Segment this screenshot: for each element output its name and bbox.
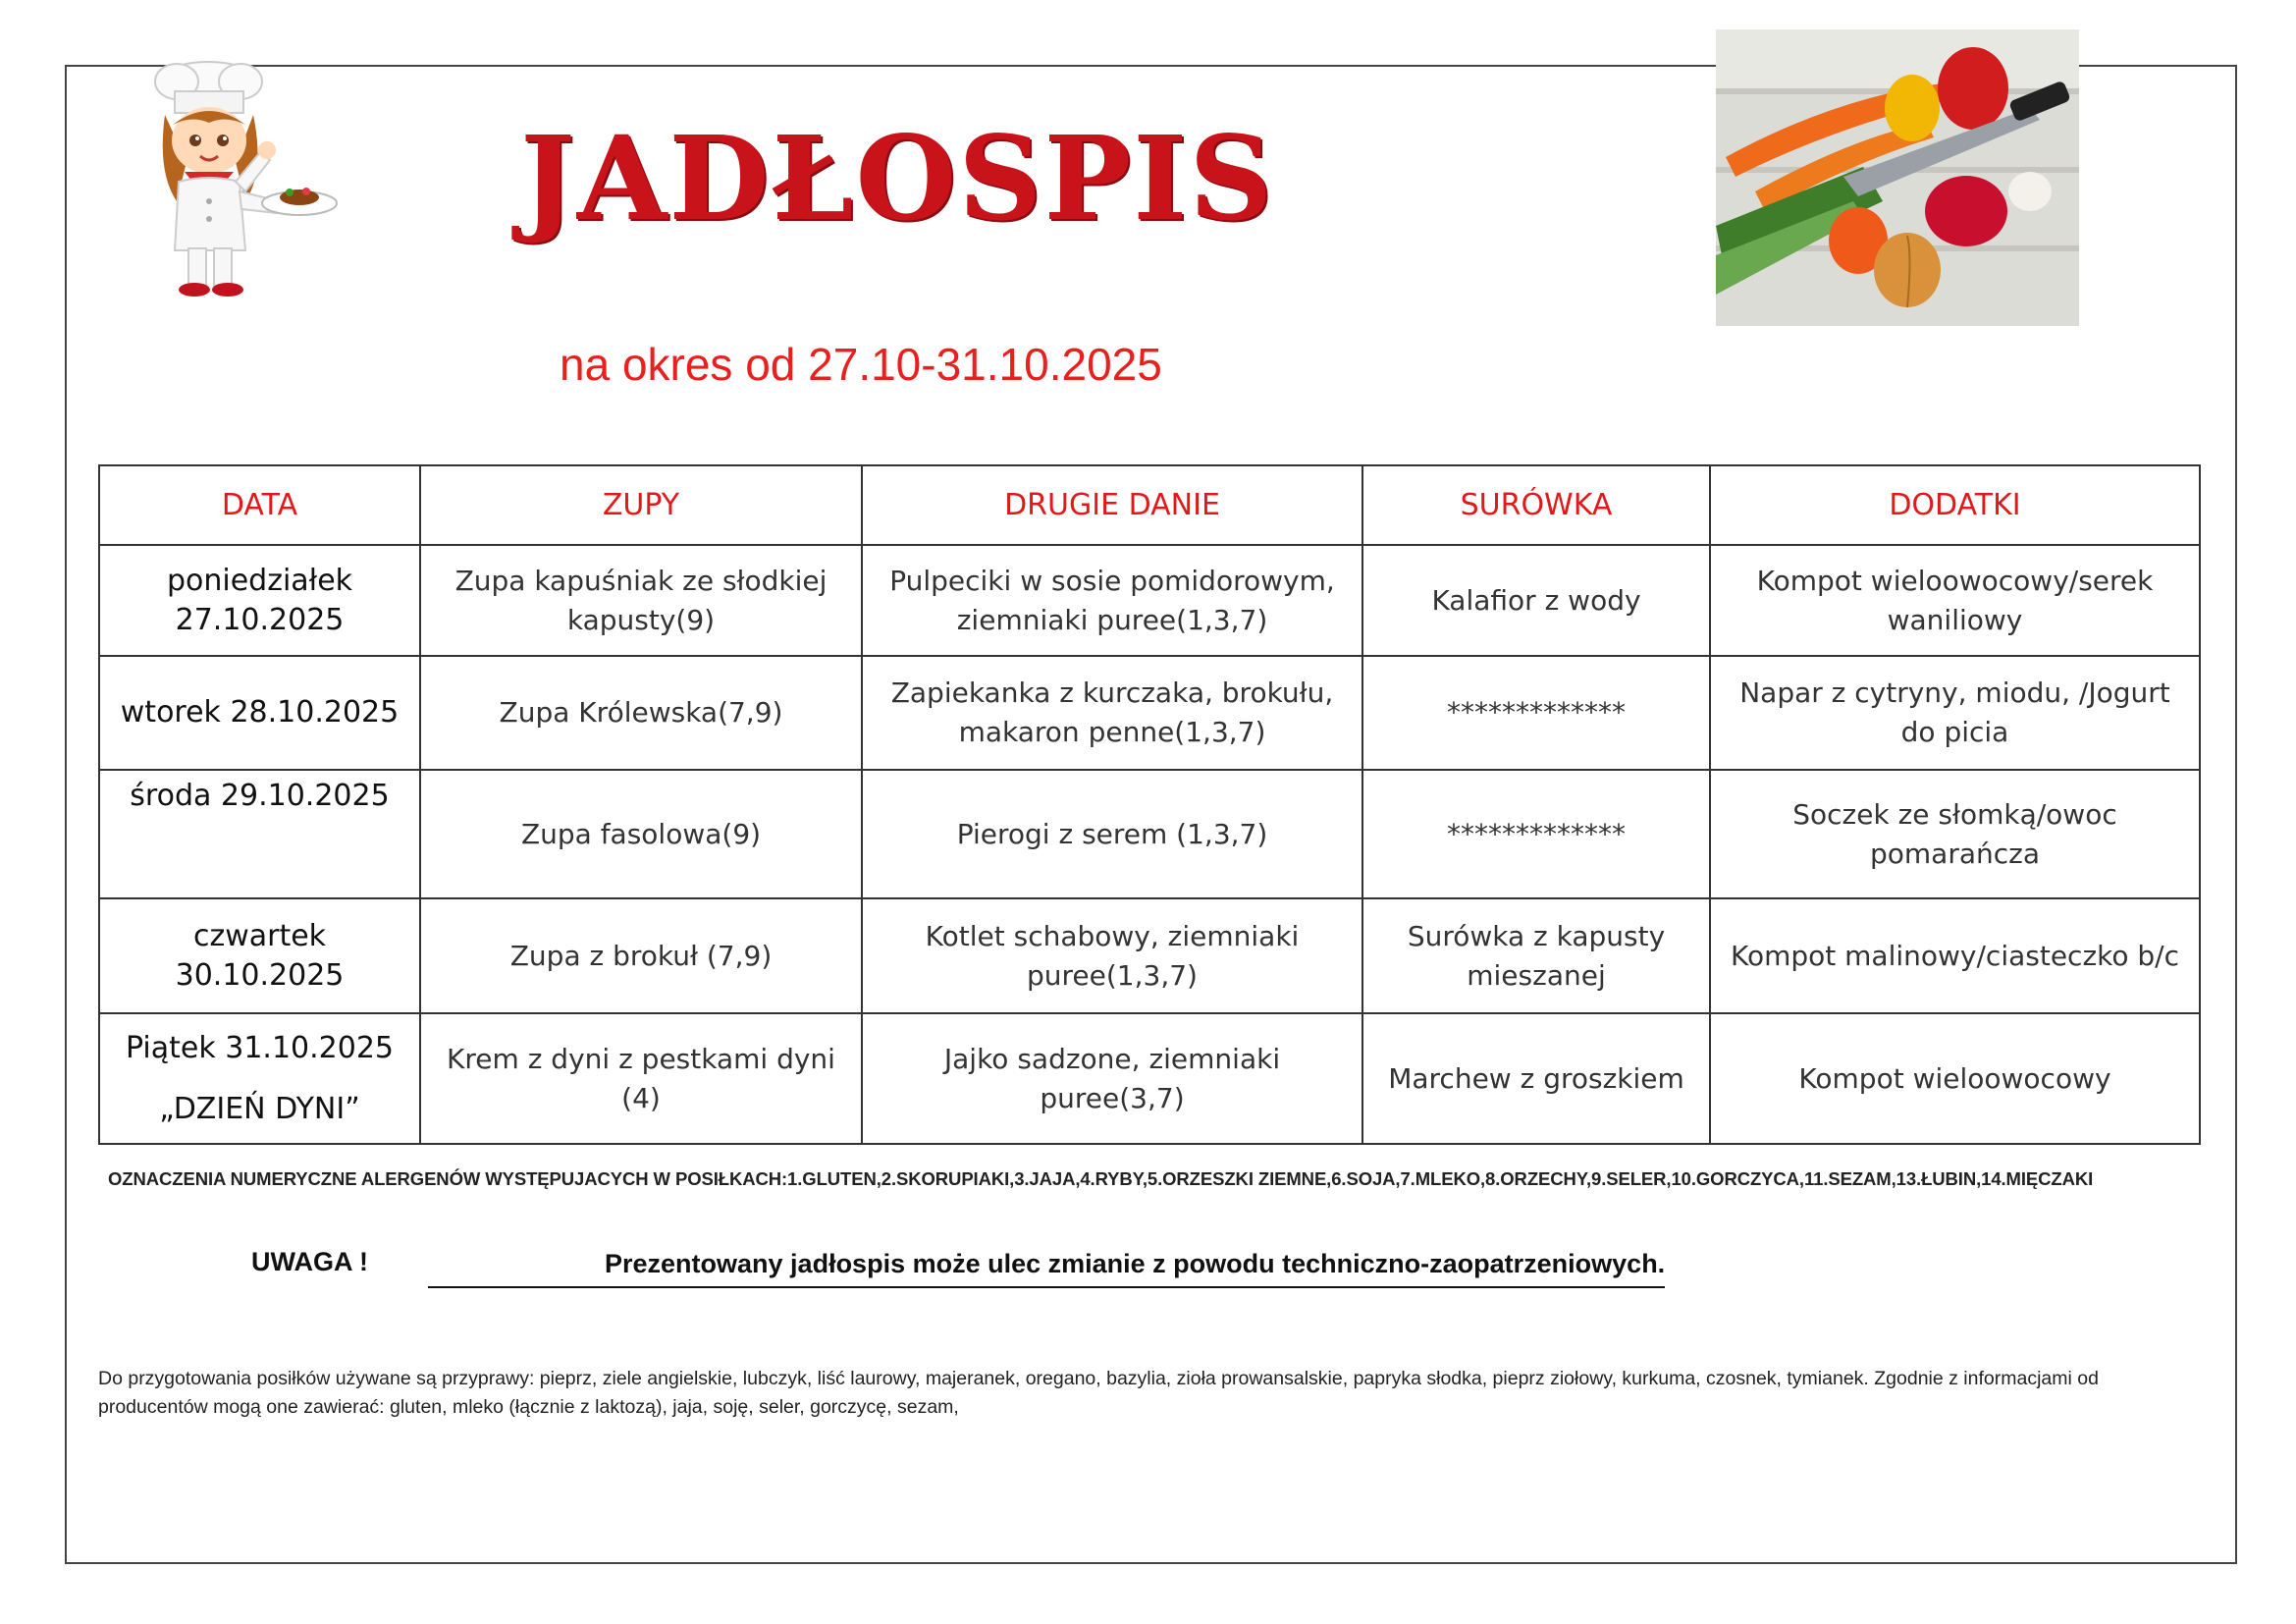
day-cell bbox=[99, 1013, 420, 1144]
table-header-row bbox=[99, 465, 2200, 545]
spices-footnote: Do przygotowania posiłków używane są przyprawy: pieprz, ziele angielskie, lubczyk, liść laurowy, majeranek, oregano, bazylia, zioła prowansalskie, papryka słodka, pieprz ziołowy, kurkuma, czosnek, tymianek. Zgodnie z informacjami od producentów mogą one zawierać: gluten, mleko (łącznie z laktozą), jaja, soję, seler, gorczycę, sezam, bbox=[98, 1368, 2099, 1418]
soup-cell: Krem z dyni z pestkami dyni (4) bbox=[420, 1013, 862, 1144]
extras-cell: Kompot wieloowocowy/serek waniliowy bbox=[1710, 545, 2200, 656]
main-course-cell: Pulpeciki w sosie pomidorowym, ziemniaki puree(1,3,7) bbox=[862, 545, 1362, 656]
warning-text: Prezentowany jadłospis może ulec zmianie z powodu techniczno-zaopatrzeniowych. bbox=[428, 1247, 1665, 1288]
day-label: Piątek 31.10.2025 bbox=[125, 1030, 395, 1065]
salad-cell: Surówka z kapusty mieszanej bbox=[1362, 898, 1710, 1013]
salad-cell: ************* bbox=[1362, 770, 1710, 898]
extras-cell: Kompot malinowy/ciasteczko b/c bbox=[1710, 898, 2200, 1013]
day-cell: środa 29.10.2025 bbox=[99, 770, 420, 898]
soup-cell: Zupa Królewska(7,9) bbox=[420, 656, 862, 770]
warning-label: UWAGA ! bbox=[251, 1247, 368, 1276]
table-row bbox=[99, 1013, 2200, 1144]
menu-table bbox=[98, 464, 2201, 1145]
column-header-soups: ZUPY bbox=[420, 465, 862, 545]
extras-cell: Kompot wieloowocowy bbox=[1710, 1013, 2200, 1144]
main-course-cell: Jajko sadzone, ziemniaki puree(3,7) bbox=[862, 1013, 1362, 1144]
extras-cell: Napar z cytryny, miodu, /Jogurt do picia bbox=[1710, 656, 2200, 770]
table-row bbox=[99, 545, 2200, 656]
column-header-extras: DODATKI bbox=[1710, 465, 2200, 545]
soup-cell: Zupa z brokuł (7,9) bbox=[420, 898, 862, 1013]
day-note: „DZIEŃ DYNI” bbox=[159, 1091, 360, 1126]
table-row bbox=[99, 656, 2200, 770]
day-label: poniedziałek bbox=[166, 563, 353, 598]
allergen-legend: OZNACZENIA NUMERYCZNE ALERGENÓW WYSTĘPUJACYCH W POSIŁKACH:1.GLUTEN,2.SKORUPIAKI,3.JAJA,4.RYBY,5.ORZESZKI ZIEMNE,6.SOJA,7.MLEKO,8.ORZECHY,9.SELER,10.GORCZYCA,11.SEZAM,13.ŁUBIN,14.MIĘCZAKI bbox=[108, 1168, 2094, 1189]
day-date: 27.10.2025 bbox=[175, 602, 345, 637]
table-row bbox=[99, 898, 2200, 1013]
table-row bbox=[99, 770, 2200, 898]
column-header-date: DATA bbox=[99, 465, 420, 545]
soup-cell: Zupa kapuśniak ze słodkiej kapusty(9) bbox=[420, 545, 862, 656]
date-range-subtitle: na okres od 27.10-31.10.2025 bbox=[560, 339, 1162, 390]
salad-cell: Kalafior z wody bbox=[1362, 545, 1710, 656]
column-header-salad: SURÓWKA bbox=[1362, 465, 1710, 545]
day-cell: wtorek 28.10.2025 bbox=[99, 656, 420, 770]
column-header-main-course: DRUGIE DANIE bbox=[862, 465, 1362, 545]
vegetables-photo bbox=[1716, 29, 2079, 326]
main-course-cell: Kotlet schabowy, ziemniaki puree(1,3,7) bbox=[862, 898, 1362, 1013]
main-course-cell: Pierogi z serem (1,3,7) bbox=[862, 770, 1362, 898]
page-title: JADŁOSPIS bbox=[520, 110, 1275, 246]
extras-cell: Soczek ze słomką/owoc pomarańcza bbox=[1710, 770, 2200, 898]
day-cell: czwartek 30.10.2025 bbox=[99, 898, 420, 1013]
main-course-cell: Zapiekanka z kurczaka, brokułu, makaron penne(1,3,7) bbox=[862, 656, 1362, 770]
salad-cell: Marchew z groszkiem bbox=[1362, 1013, 1710, 1144]
salad-cell: ************* bbox=[1362, 656, 1710, 770]
soup-cell: Zupa fasolowa(9) bbox=[420, 770, 862, 898]
day-cell bbox=[99, 545, 420, 656]
chef-illustration bbox=[98, 54, 363, 304]
